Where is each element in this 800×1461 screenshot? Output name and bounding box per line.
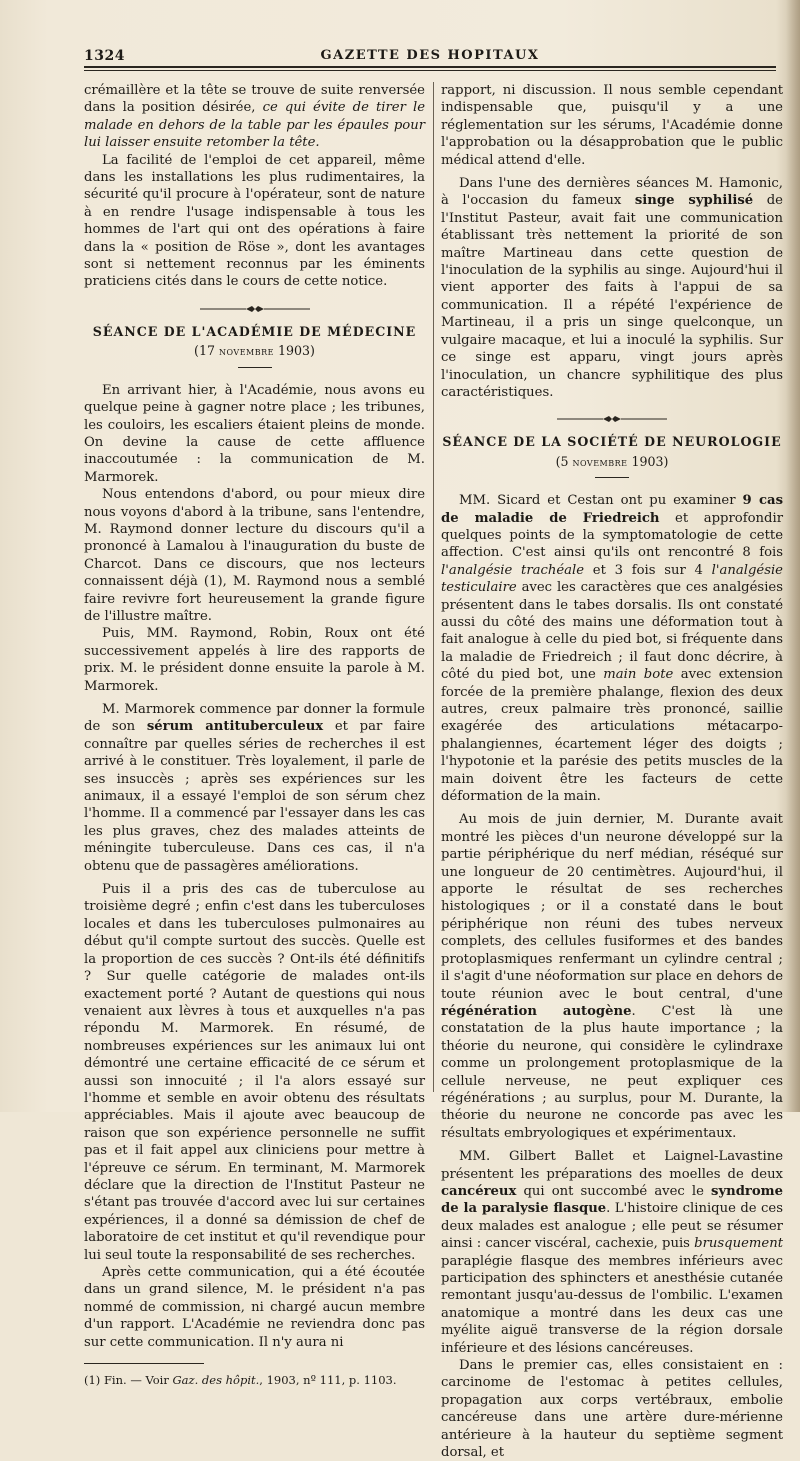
text-run: novembre [572, 455, 628, 469]
short-rule [595, 477, 629, 478]
bold-run: singe syphilisé [634, 193, 754, 209]
paragraph [84, 701, 425, 875]
page-number: 1324 [84, 48, 125, 64]
text-run: (5 [555, 453, 573, 469]
bold-run: 9 cas de maladie de Friedreich [441, 493, 783, 526]
text-run: Dans l'une des dernières séances M. Hamonic, à l'occasion du fameux [441, 176, 783, 209]
page-header [84, 48, 776, 66]
paragraph [441, 1148, 783, 1357]
text-run: MM. Sicard et Cestan ont pu examiner [459, 493, 743, 509]
text-run: 1903) [273, 343, 315, 359]
page-edge-shadow [786, 0, 800, 1112]
italic-run: brusquement [694, 1236, 783, 1252]
paragraph: La facilité de l'emploi de cet appareil, même dans les installations les plus rudimentaires, la sécurité qu'il procure à l'opérateur, sont de nature à en rendre l'usage indispensable à tous les hommes de l'art qui ont des opérations à faire dans la « position de Röse », dont les avantages sont si nettement reconnus par les éminents praticiens cités dans le cours de cette notice. [84, 152, 425, 290]
text-run: MM. Gilbert Ballet et Laignel-Lavastine présentent les préparations des moelles de deux [441, 1149, 783, 1182]
paragraph: Puis, MM. Raymond, Robin, Roux ont été successivement appelés à lire des rapports de prix. M. le président donne ensuite la parole à M. Marmorek. [84, 626, 425, 694]
text-run: , 1903, nº 111, p. 1103. [259, 1373, 397, 1388]
text-run: (1) Fin. — Voir [84, 1373, 173, 1388]
text-run: Au mois de juin dernier, M. Durante avait montré les pièces d'un neurone développé sur la partie périphérique du nerf médian, réséqué sur une longueur de 20 centimètres. Aujourd'hui, il apporte le résultat de ses recherches histologiques ; or il a constaté dans le bout périphérique non réuni des tubes nerveux complets, des cellules fusiformes et des bandes protoplasmiques renfermant un cylindre central ; il s'agit d'une néoformation sur place en dehors de toute réunion avec le bout central, d'une [441, 812, 783, 1002]
paragraph: Nous entendons d'abord, ou pour mieux dire nous voyons d'abord à la tribune, sans l'entendre, M. Raymond donner lecture du discours qu'il a prononcé à Lamalou à l'inauguration du buste de Charcot. Dans ce discours, que nos lecteurs connaissent déjà (1), M. Raymond nous a semblé faire revivre fort heureusement la grande figure de l'illustre maître. [84, 487, 425, 624]
paragraph [84, 82, 425, 152]
section-title: SÉANCE DE L'ACADÉMIE DE MÉDECINE [92, 323, 417, 339]
section-title: SÉANCE DE LA SOCIÉTÉ DE NEUROLOGIE [442, 434, 782, 450]
ornament-divider [200, 305, 310, 313]
left-column [84, 82, 425, 1389]
text-run: avec les caractères que ces analgésies présentent dans le tabes dorsalis. Ils ont constaté aussi du côté des mains une déformation tout à fait analogue à celle du pied bot, si fréquente dans la maladie de Friedreich ; il faut donc décrire, à côté du pied bot, une [441, 580, 783, 683]
right-column [441, 82, 783, 1461]
footnote-rule [84, 1363, 204, 1364]
running-title: GAZETTE DES HOPITAUX [320, 48, 540, 63]
section-date [84, 342, 425, 360]
italic-run: Gaz. des hôpit. [172, 1373, 260, 1388]
footnote [84, 1372, 425, 1389]
paragraph: Après cette communication, qui a été écoutée dans un grand silence, M. le président n'a pas nommé de commission, ni chargé aucun membre d'un rapport. L'Académie ne reviendra donc pas sur cette communication. Il n'y aura ni [84, 1265, 425, 1350]
section-date [441, 453, 783, 471]
text-run: paraplégie flasque des membres inférieurs avec participation des sphincters et anesthésie cutanée remontant jusqu'au-dessus de l'ombilic. L'examen anatomique a montré dans les deux cas une myélite aiguë transverse de la région dorsale inférieure et des lésions cancéreuses. [441, 1253, 783, 1356]
bold-run: cancéreux [441, 1183, 517, 1199]
header-rule-thin [84, 70, 776, 71]
paragraph [441, 175, 783, 401]
paragraph: En arrivant hier, à l'Académie, nous avons eu quelque peine à gagner notre place ; les tribunes, les couloirs, les escaliers étaient pleins de monde. On devine la cause de cette affluence inaccoutumée : la communication de M. Marmorek. [84, 382, 425, 485]
text-run: 1903) [627, 453, 669, 469]
text-run: crémaillère et la tête se trouve de suite renversée dans la position désirée, [84, 83, 425, 116]
bold-run: régénération autogène [441, 1003, 632, 1019]
paragraph [441, 811, 783, 1142]
text-run: de l'Institut Pasteur, avait fait une communication établissant très nettement la priorité de son maître Martineau dans cette question de l'inoculation de la syphilis au singe. Aujourd'hui il vient apporter des faits à l'appui de sa communication. Il a répété l'expérience de Martineau, il a pris un singe quelconque, un vulgaire macaque, et lui a inoculé la syphilis. Sur ce singe est apparu, vingt jours après l'inoculation, un chancre syphilitique des plus caractéristiques. [441, 193, 783, 400]
paragraph [441, 492, 783, 805]
paragraph: Puis il a pris des cas de tuberculose au troisième degré ; enfin c'est dans les tuberculoses locales et dans les tuberculoses pulmonaires au début qu'il compte surtout des succès. Quelle est la proportion de ces succès ? Ont-ils été définitifs ? Sur quelle catégorie de malades ont-ils exactement porté ? Autant de questions qui nous venaient aux lèvres à tous et auxquelles n'a pas répondu M. Marmorek. En résumé, de nombreuses expériences sur les animaux lui ont démontré une certaine efficacité de ce sérum et aussi son innocuité ; il l'a alors essayé sur l'homme et semble en avoir obtenu des résultats appréciables. Mais il ajoute avec beaucoup de raison que son expérience personnelle ne suffit pas et il fait appel aux cliniciens pour mettre à l'épreuve ce sérum. En terminant, M. Marmorek déclare que la direction de l'Institut Pasteur ne s'étant pas trouvée d'accord avec lui sur certaines expériences, il a donné sa démission de chef de laboratoire de cet institut et qu'il revendique pour lui seul toute la responsabilité de ses recherches. [84, 882, 425, 1263]
text-run: M. Marmorek commence par donner la formule de son [84, 702, 425, 735]
text-run: . L'histoire clinique de ces deux malades est analogue ; elle peut se résumer ainsi : cancer viscéral, cachexie, puis [441, 1201, 783, 1252]
text-run: novembre [219, 345, 274, 359]
text-run: avec extension forcée de la première phalange, flexion des deux autres, creux palmaire très prononcé, saillie exagérée des articulations métacarpo-phalangiennes, écartement léger des doigts ; l'hypotonie et la parésie des petits muscles de la main doivent être les facteurs de cette déformation de la main. [441, 667, 783, 805]
text-run: et approfondir quelques points de la symptomatologie de cette affection. C'est ainsi qu'ils ont rencontré 8 fois [441, 510, 783, 561]
paragraph: rapport, ni discussion. Il nous semble cependant indispensable que, puisqu'il y a une réglementation sur les sérums, l'Académie donne l'approbation ou la désapprobation que le public médical attend d'elle. [441, 83, 783, 168]
italic-run: l'analgésie testiculaire [441, 562, 783, 596]
text-run: (17 [194, 343, 219, 359]
short-rule [238, 367, 272, 368]
ornament-divider [557, 415, 667, 423]
italic-run: main bote [603, 667, 674, 683]
text-run: et par faire connaître par quelles séries de recherches il est arrivé à le constituer. Très loyalement, il parle de ses insuccès ; après ses expériences sur les animaux, il a essayé l'emploi de son sérum chez l'homme. Il a commencé par l'essayer dans les cas les plus graves, chez des malades atteints de méningite tuberculeuse. Dans ces cas, il n'a obtenu que de passagères améliorations. [84, 719, 426, 874]
bold-run: sérum antituberculeux [146, 719, 324, 735]
column-divider [433, 82, 434, 1092]
italic-run: ce qui évite de tirer le malade en dehors de la table par les épaules pour lui laisser ensuite retomber la tête. [84, 100, 425, 151]
text-run: qui ont succombé avec le [516, 1183, 712, 1199]
italic-run: l'analgésie trachéale [441, 562, 585, 578]
paragraph: Dans le premier cas, elles consistaient en : carcinome de l'estomac à petites cellules, propagation aux corps vertébraux, embolie cancéreuse dans une artère dure-mérienne antérieure à la hauteur du septième segment dorsal, et [441, 1358, 783, 1461]
text-run: et 3 fois sur 4 [584, 562, 712, 578]
header-rule [84, 66, 776, 68]
text-run: . C'est là une constatation de la plus haute importance ; la théorie du neurone, qui considère le cylindraxe comme un prolongement protoplasmique de la cellule nerveuse, ne peut expliquer ces régénérations ; au surplus, pour M. Durante, la théorie du neurone ne concorde pas avec les résultats embryologiques et expérimentaux. [441, 1003, 783, 1141]
bold-run: syndrome de la paralysie flasque [441, 1183, 783, 1217]
